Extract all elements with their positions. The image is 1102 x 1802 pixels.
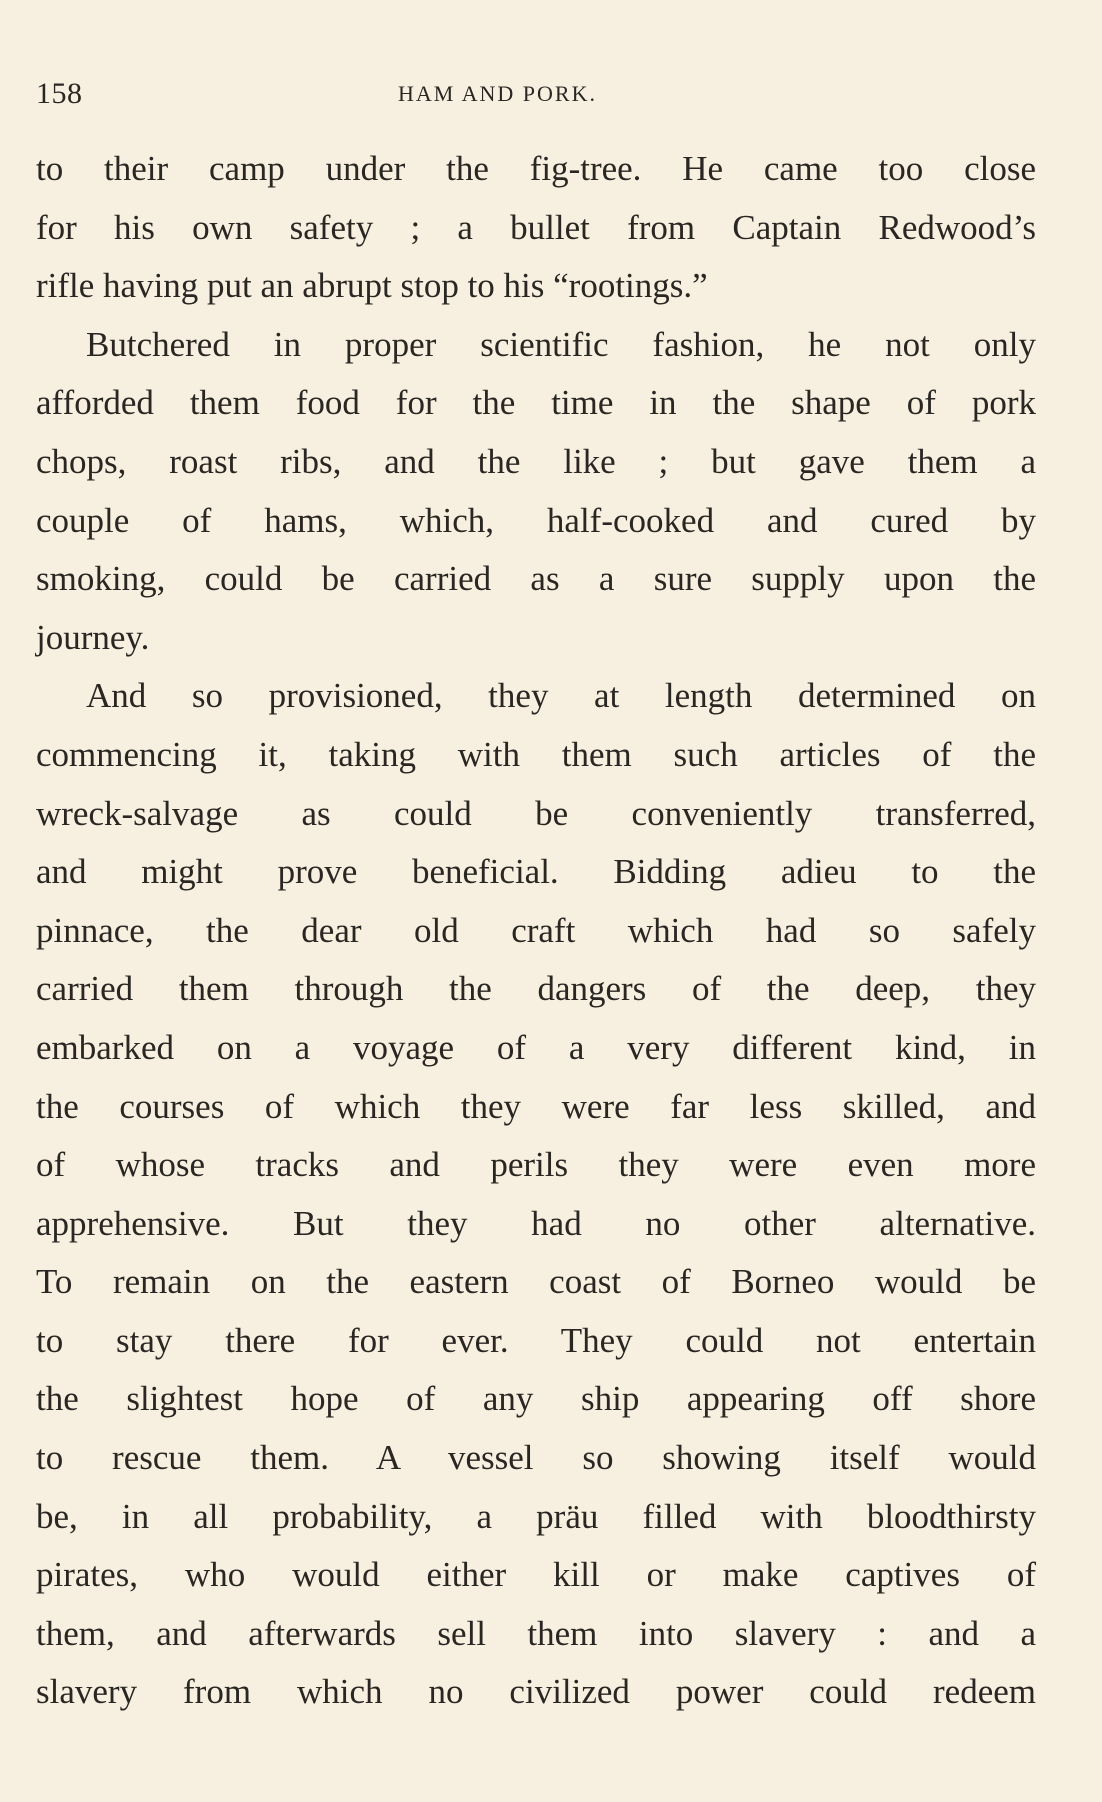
text-line: of whose tracks and perils they were even more (36, 1145, 1036, 1185)
text-line: slavery from which no civilized power could redeem (36, 1672, 1036, 1712)
text-line: carried them through the dangers of the deep, they (36, 969, 1036, 1009)
text-line: for his own safety ; a bullet from Captain Redwood’s (36, 207, 1036, 247)
text-line: embarked on a voyage of a very different kind, in (36, 1027, 1036, 1067)
running-title: HAM AND PORK. (398, 81, 597, 106)
text-line: smoking, could be carried as a sure supply upon the (36, 559, 1036, 599)
paragraph-start-line: And so provisioned, they at length determined on (86, 676, 1036, 716)
page-number: 158 (36, 77, 83, 110)
text-line: to stay there for ever. They could not entertain (36, 1320, 1036, 1360)
text-line: afforded them food for the time in the shape of pork (36, 383, 1036, 423)
text-line: To remain on the eastern coast of Borneo would be (36, 1262, 1036, 1302)
running-head (36, 74, 1036, 114)
text-line: journey. (36, 617, 150, 657)
text-line: be, in all probability, a präu filled with bloodthirsty (36, 1496, 1036, 1536)
text-line: rifle having put an abrupt stop to his “rootings.” (36, 266, 708, 306)
text-line: to rescue them. A vessel so showing itself would (36, 1438, 1036, 1478)
paragraph-start-line: Butchered in proper scientific fashion, he not only (86, 324, 1036, 364)
text-line: pirates, who would either kill or make captives of (36, 1555, 1036, 1595)
text-line: the courses of which they were far less skilled, and (36, 1086, 1036, 1126)
text-line: chops, roast ribs, and the like ; but gave them a (36, 441, 1036, 481)
text-line: to their camp under the fig-tree. He came too close (36, 149, 1036, 188)
text-line: pinnace, the dear old craft which had so safely (36, 910, 1036, 950)
text-line: the slightest hope of any ship appearing off shore (36, 1379, 1036, 1419)
text-line: wreck-salvage as could be conveniently transferred, (36, 793, 1036, 833)
text-line: couple of hams, which, half-cooked and cured by (36, 500, 1036, 540)
body-text (36, 140, 1036, 1722)
text-line: them, and afterwards sell them into slavery : and a (36, 1613, 1036, 1653)
text-line: apprehensive. But they had no other alternative. (36, 1203, 1036, 1243)
text-line: and might prove beneficial. Bidding adieu to the (36, 852, 1036, 892)
text-line: commencing it, taking with them such articles of the (36, 734, 1036, 774)
